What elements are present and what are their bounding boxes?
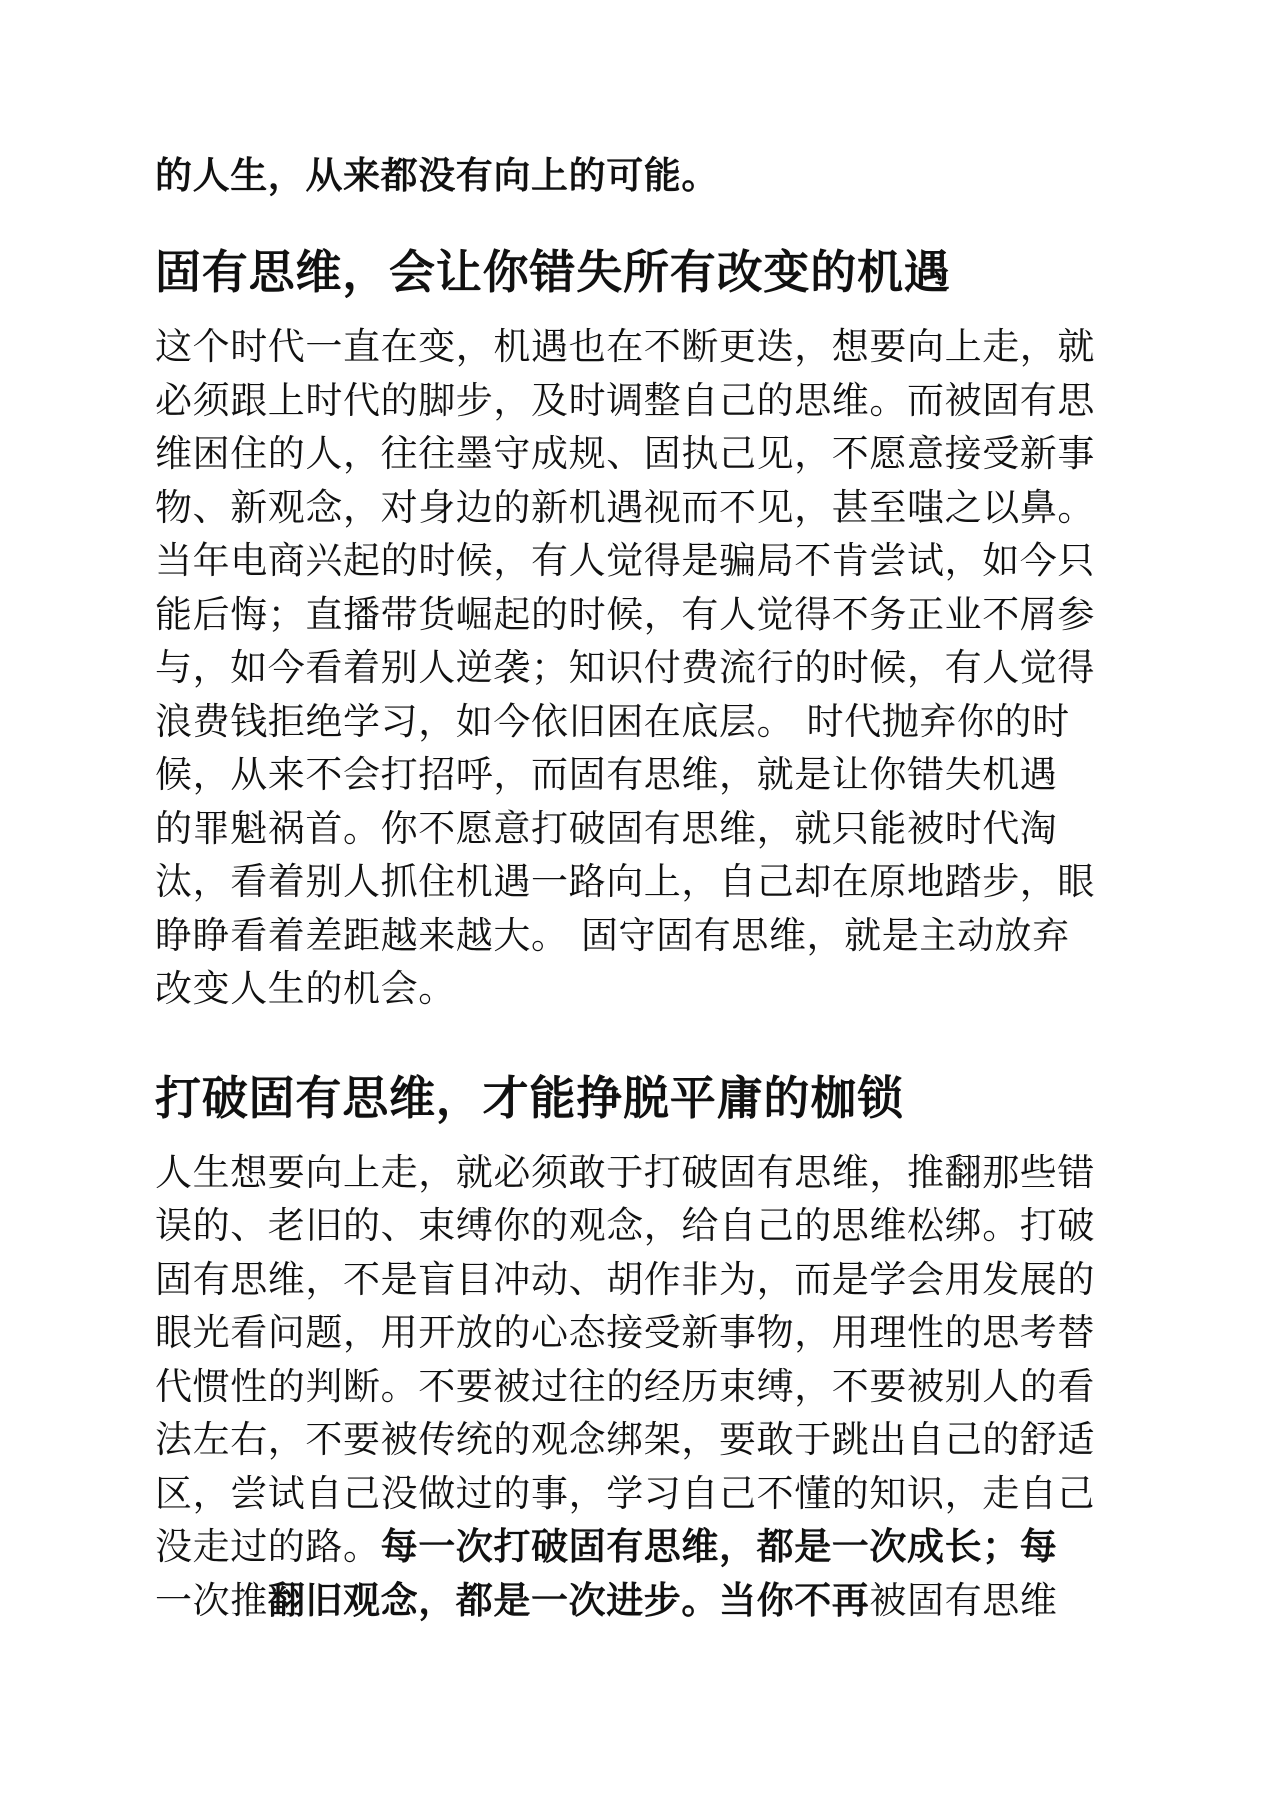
paragraph-line: 眼光看问题，用开放的心态接受新事物，用理性的思考替 (155, 1311, 1095, 1354)
lead-paragraph (155, 150, 1123, 202)
paragraph-line-mixed (155, 1520, 1123, 1574)
paragraph-line: 与，如今看着别人逆袭；知识付费流行的时候，有人觉得 (155, 646, 1095, 689)
paragraph-line: 法左右，不要被传统的观念绑架，要敢于跳出自己的舒适 (155, 1418, 1095, 1461)
section-paragraph-1 (155, 320, 1123, 1016)
section-heading-2: 打破固有思维，才能挣脱平庸的枷锁 (155, 1070, 904, 1125)
paragraph-line: 区，尝试自己没做过的事，学习自己不懂的知识，走自己 (155, 1471, 1095, 1515)
section-heading-1: 固有思维，会让你错失所有改变的机遇 (155, 245, 951, 299)
paragraph-line-mixed (155, 1574, 1123, 1628)
paragraph-line: 改变人生的机会。 (155, 967, 456, 1010)
emphasis-text: 每一次打破固有思维，都是一次成长；每 (380, 1525, 1058, 1568)
paragraph-line: 当年电商兴起的时候，有人觉得是骗局不肯尝试，如今只 (155, 539, 1095, 582)
normal-text: 被固有思维 (869, 1578, 1058, 1622)
paragraph-line: 能后悔；直播带货崛起的时候，有人觉得不务正业不屑参 (155, 592, 1095, 636)
paragraph-line: 固有思维，不是盲目冲动、胡作非为，而是学会用发展的 (155, 1257, 1095, 1301)
normal-text: 没走过的路。 (155, 1525, 381, 1568)
section-paragraph-2 (155, 1146, 1123, 1628)
paragraph-line: 的罪魁祸首。你不愿意打破固有思维，就只能被时代淘 (155, 806, 1058, 850)
emphasis-text: 翻旧观念，都是一次进步。当你不再 (267, 1578, 870, 1622)
paragraph-line: 汰，看着别人抓住机遇一路向上，自己却在原地踏步，眼 (155, 860, 1095, 903)
article-body (155, 150, 1123, 1627)
normal-text: 一次推 (155, 1578, 268, 1622)
paragraph-line: 必须跟上时代的脚步，及时调整自己的思维。而被固有思 (155, 378, 1095, 422)
paragraph-line: 物、新观念，对身边的新机遇视而不见，甚至嗤之以鼻。 (155, 485, 1095, 529)
paragraph-line: 候，从来不会打招呼，而固有思维，就是让你错失机遇 (155, 753, 1058, 796)
paragraph-line: 睁睁看着差距越来越大。 固守固有思维，就是主动放弃 (155, 913, 1070, 957)
lead-line: 的人生，从来都没有向上的可能。 (155, 154, 719, 197)
paragraph-line: 代惯性的判断。不要被过往的经历束缚，不要被别人的看 (155, 1364, 1095, 1408)
paragraph-line: 维困住的人，往往墨守成规、固执己见，不愿意接受新事 (155, 432, 1095, 475)
paragraph-line: 这个时代一直在变，机遇也在不断更迭，想要向上走，就 (155, 325, 1095, 368)
paragraph-line: 误的、老旧的、束缚你的观念，给自己的思维松绑。打破 (155, 1204, 1095, 1247)
paragraph-line: 人生想要向上走，就必须敢于打破固有思维，推翻那些错 (155, 1150, 1095, 1194)
paragraph-line: 浪费钱拒绝学习，如今依旧困在底层。 时代抛弃你的时 (155, 699, 1070, 743)
